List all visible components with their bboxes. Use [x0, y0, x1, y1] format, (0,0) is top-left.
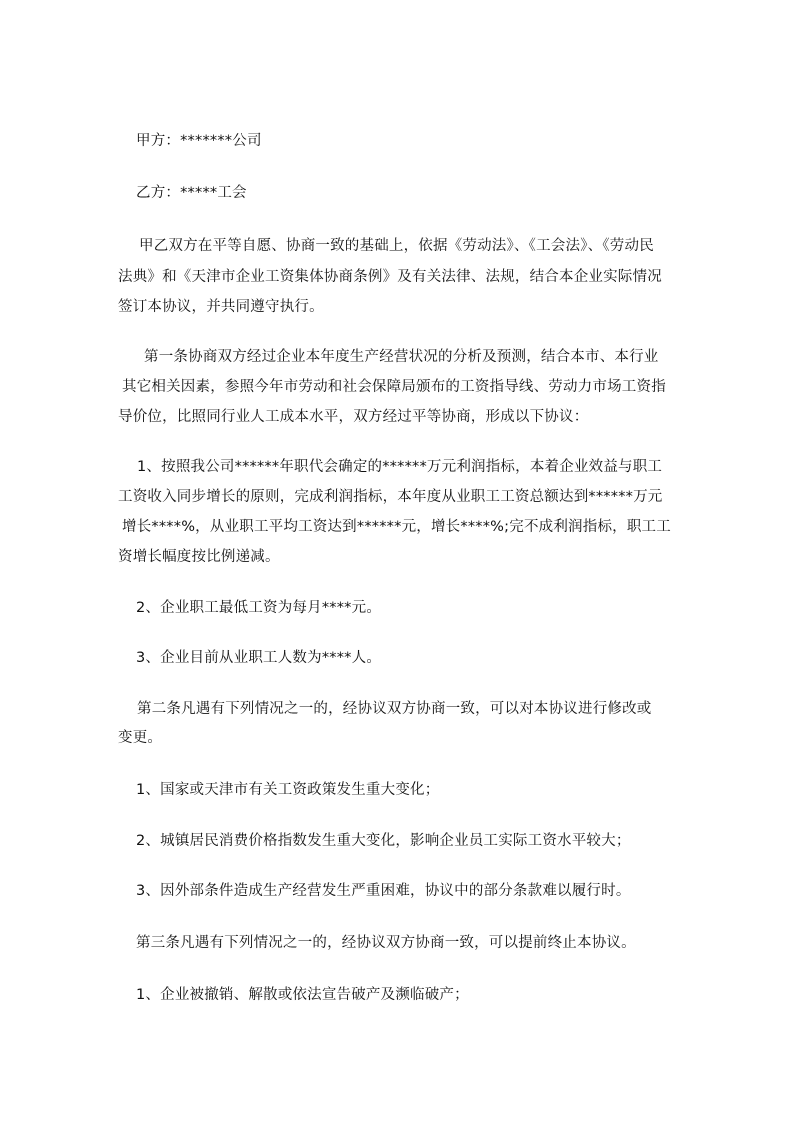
- article1-item2-line: 2、企业职工最低工资为每月****元。: [136, 600, 382, 616]
- preamble-line-3: 签订本协议，并共同遵守执行。: [118, 299, 324, 315]
- article1-item1-line-1: 1、按照我公司******年职代会确定的******万元利润指标，本着企业效益与职工: [137, 459, 663, 475]
- preamble-line-2: 法典》和《天津市企业工资集体协商条例》及有关法律、法规，结合本企业实际情况: [118, 269, 662, 285]
- article3-line: 第三条凡遇有下列情况之一的，经协议双方协商一致，可以提前终止本协议。: [136, 935, 636, 951]
- article1-line-3: 导价位，比照同行业人工成本水平，双方经过平等协商，形成以下协议：: [118, 409, 589, 425]
- article2-line-2: 变更。: [118, 730, 163, 746]
- article1-item1-line-2: 工资收入同步增长的原则，完成利润指标，本年度从业职工工资总额达到******万元: [118, 489, 663, 505]
- preamble-line-1: 甲乙双方在平等自愿、协商一致的基础上，依据《劳动法》、《工会法》、《劳动民: [139, 238, 654, 254]
- article1-item1-line-4: 资增长幅度按比例递减。: [118, 549, 280, 565]
- article2-item3-line: 3、因外部条件造成生产经营发生严重困难，协议中的部分条款难以履行时。: [136, 883, 631, 899]
- article2-item1-line: 1、国家或天津市有关工资政策发生重大变化；: [136, 782, 440, 798]
- article1-line-1: 第一条协商双方经过企业本年度生产经营状况的分析及预测，结合本市、本行业: [144, 349, 659, 365]
- article1-line-2: 其它相关因素，参照今年市劳动和社会保障局颁布的工资指导线、劳动力市场工资指: [122, 379, 666, 395]
- article2-line-1: 第二条凡遇有下列情况之一的，经协议双方协商一致，可以对本协议进行修改或: [137, 701, 652, 717]
- party-b-line: 乙方：*****工会: [136, 185, 247, 201]
- article3-item1-line: 1、企业被撤销、解散或依法宣告破产及濒临破产；: [136, 987, 469, 1003]
- party-a-line: 甲方：*******公司: [136, 133, 262, 149]
- article1-item3-line: 3、企业目前从业职工人数为****人。: [136, 650, 382, 666]
- article1-item1-line-3: 增长****%，从业职工平均工资达到******元，增长****%;完不成利润指标，职工工: [122, 519, 671, 535]
- article2-item2-line: 2、城镇居民消费价格指数发生重大变化，影响企业员工实际工资水平较大；: [136, 833, 631, 849]
